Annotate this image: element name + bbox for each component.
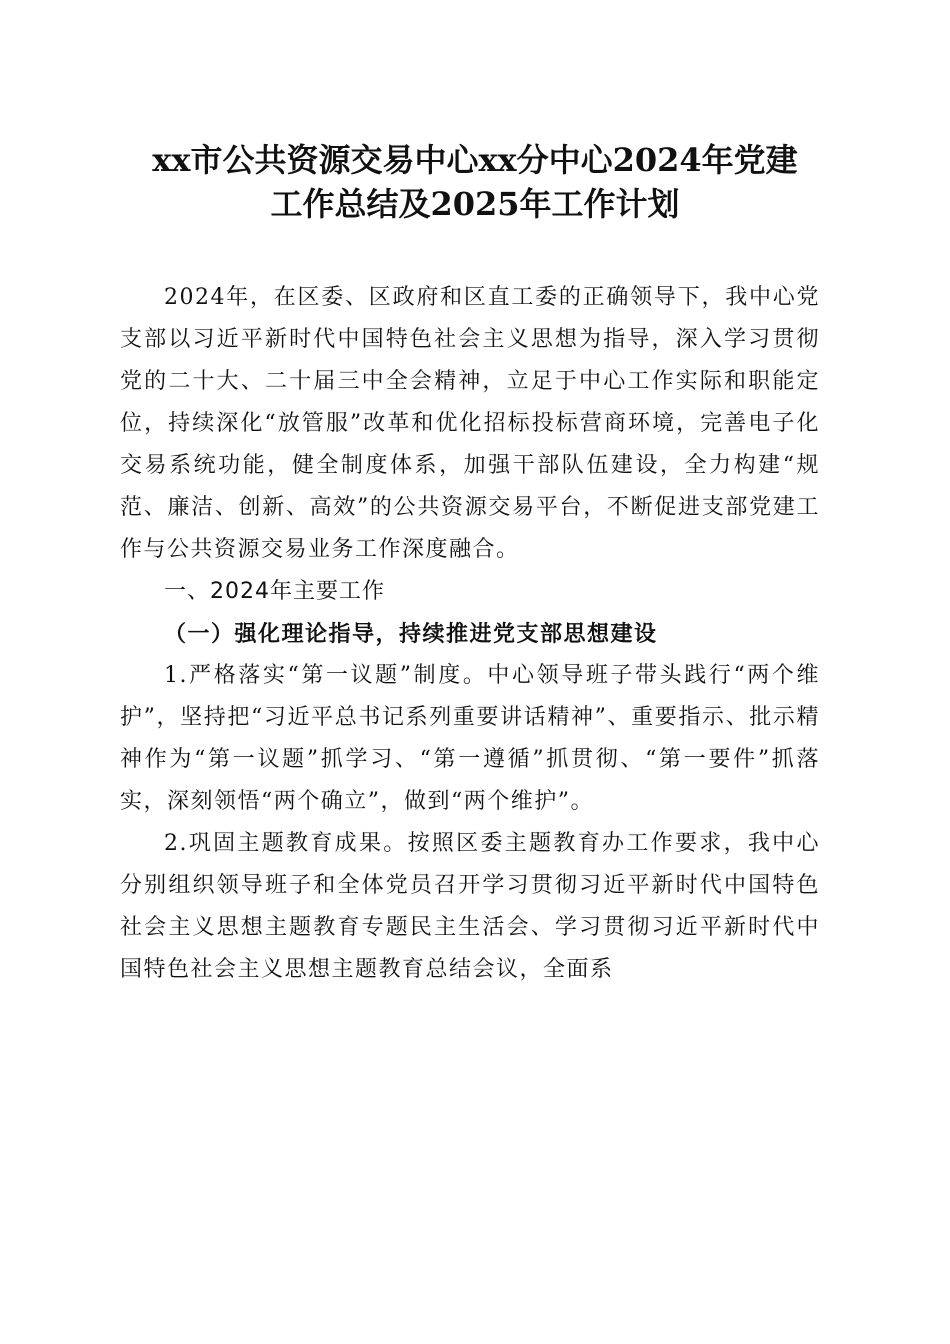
item-paragraph-1: 1.严格落实“第一议题”制度。中心领导班子带头践行“两个维护”，坚持把“习近平总书记系列重要讲话精神”、重要指示、批示精神作为“第一议题”抓学习、“第一遵循”抓贯彻、“第一要件”抓落实，深刻领悟“两个确立”，做到“两个维护”。: [120, 663, 820, 814]
subsection-heading-1: （一）强化理论指导，持续推进党支部思想建设: [164, 621, 658, 647]
item-paragraph-2: 2.巩固主题教育成果。按照区委主题教育办工作要求，我中心分别组织领导班子和全体党员召开学习贯彻习近平新时代中国特色社会主义思想主题教育专题民主生活会、学习贯彻习近平新时代中国特色社会主义思想主题教育总结会议，全面系: [120, 831, 820, 982]
intro-paragraph: 2024年，在区委、区政府和区直工委的正确领导下，我中心党支部以习近平新时代中国特色社会主义思想为指导，深入学习贯彻党的二十大、二十届三中全会精神，立足于中心工作实际和职能定位，持续深化“放管服”改革和优化招标投标营商环境，完善电子化交易系统功能，健全制度体系，加强干部队伍建设，全力构建“规范、廉洁、创新、高效”的公共资源交易平台，不断促进支部党建工作与公共资源交易业务工作深度融合。: [120, 285, 820, 562]
document-title: [100, 138, 850, 226]
section-heading-1: 一、2024年主要工作: [164, 579, 385, 604]
document-body: [120, 277, 820, 991]
title-line-1: xx市公共资源交易中心xx分中心2024年党建: [152, 141, 798, 179]
title-line-2: 工作总结及2025年工作计划: [270, 185, 680, 223]
